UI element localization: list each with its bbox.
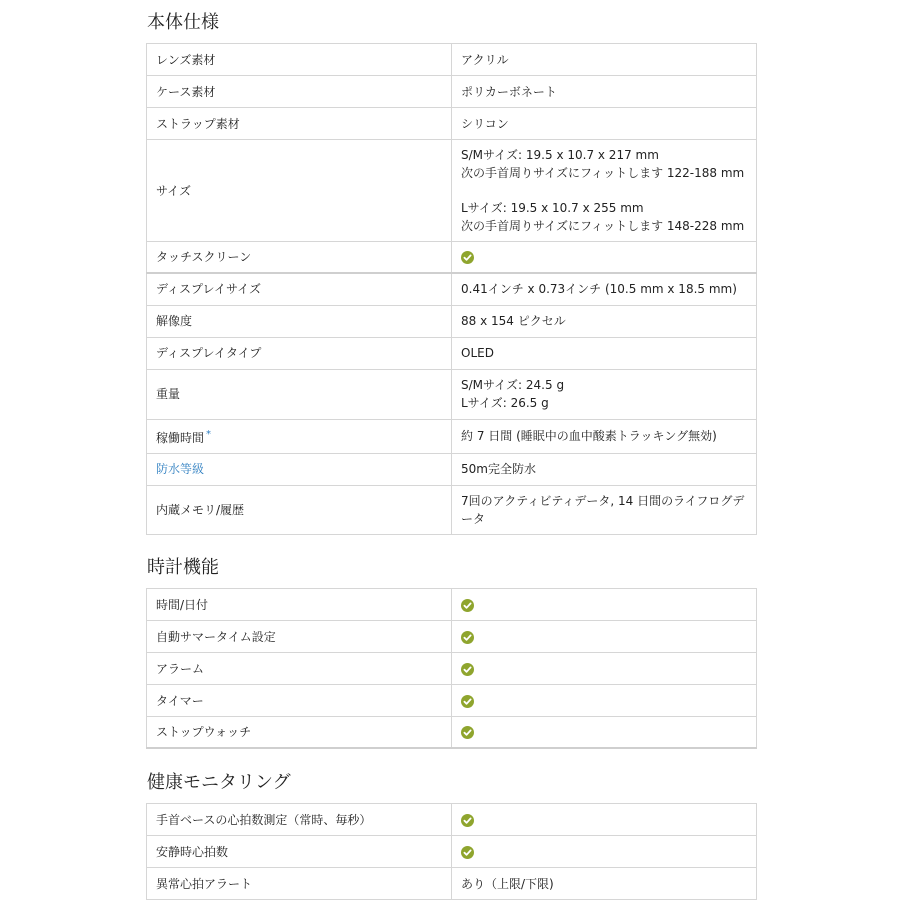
table-row [147,44,757,76]
value-text: S/Mサイズ: 24.5 g [461,378,565,392]
value-text: 次の手首周りサイズにフィットします 122-188 mm [461,166,745,180]
value-text: OLED [461,346,494,360]
check-circle-icon [461,726,474,739]
row-label: タッチスクリーン [147,242,452,274]
footnote-star-link[interactable]: * [206,428,212,440]
row-value [452,140,757,242]
row-value [452,804,757,836]
value-text: 約 7 日間 (睡眠中の血中酸素トラッキング無効) [461,429,717,443]
row-label-text: 稼働時間 [156,430,205,445]
row-value [452,485,757,534]
row-value [452,76,757,108]
table-row [147,369,757,419]
row-value [452,369,757,419]
value-text: Lサイズ: 26.5 g [461,396,549,410]
table-row [147,685,757,717]
table-row [147,621,757,653]
row-value [452,337,757,369]
table-row [147,653,757,685]
check-circle-icon [461,663,474,676]
row-label: ストップウォッチ [147,717,452,749]
check-circle-icon [461,814,474,827]
row-label: 異常心拍アラート [147,868,452,900]
value-text: あり（上限/下限) [461,876,554,891]
table-row [147,76,757,108]
spec-table-health [146,803,757,900]
value-text: アクリル [461,52,509,67]
check-circle-icon [461,599,474,612]
check-circle-icon [461,631,474,644]
row-label: ディスプレイサイズ [147,273,452,305]
section-title-body-spec: 本体仕様 [147,12,219,33]
row-label [147,419,452,453]
water-rating-link[interactable]: 防水等級 [156,462,205,476]
table-row [147,868,757,900]
check-circle-icon [461,251,474,264]
value-gap [461,182,747,199]
row-label: タイマー [147,685,452,717]
row-label: 内蔵メモリ/履歴 [147,485,452,534]
value-text: Lサイズ: 19.5 x 10.7 x 255 mm [461,201,644,215]
row-value [452,589,757,621]
row-value [452,273,757,305]
value-text: 0.41インチ x 0.73インチ (10.5 mm x 18.5 mm) [461,282,737,297]
spec-table-watch [146,588,757,749]
row-label: アラーム [147,653,452,685]
value-text: 88 x 154 ピクセル [461,314,566,328]
row-label: 解像度 [147,305,452,337]
row-label [147,453,452,485]
row-value [452,868,757,900]
row-label: ストラップ素材 [147,108,452,140]
table-row [147,108,757,140]
row-value [452,685,757,717]
spec-table-body [146,43,757,535]
value-text: 次の手首周りサイズにフィットします 148-228 mm [461,219,745,233]
row-label: 自動サマータイム設定 [147,621,452,653]
section-title-watch-features: 時計機能 [147,557,219,578]
row-label: 重量 [147,369,452,419]
table-row [147,717,757,749]
row-label: レンズ素材 [147,44,452,76]
table-row [147,337,757,369]
row-value [452,305,757,337]
section-title-health: 健康モニタリング [147,772,291,793]
table-row [147,242,757,274]
row-label: 時間/日付 [147,589,452,621]
value-text: 50m完全防水 [461,462,536,476]
table-row [147,836,757,868]
row-value [452,44,757,76]
row-value [452,653,757,685]
check-circle-icon [461,846,474,859]
table-row [147,453,757,485]
row-value [452,453,757,485]
value-text: ポリカーボネート [461,84,557,99]
row-value [452,419,757,453]
row-label: 手首ベースの心拍数測定（常時、毎秒） [147,804,452,836]
table-row [147,273,757,305]
table-row [147,589,757,621]
table-row [147,419,757,453]
value-text: 7回のアクティビティデータ, 14 日間のライフログデータ [461,493,745,526]
check-circle-icon [461,695,474,708]
row-value [452,108,757,140]
table-row [147,305,757,337]
row-label: サイズ [147,140,452,242]
row-label: ディスプレイタイプ [147,337,452,369]
row-label: ケース素材 [147,76,452,108]
table-row [147,140,757,242]
row-value [452,621,757,653]
value-text: S/Mサイズ: 19.5 x 10.7 x 217 mm [461,148,659,162]
row-value [452,836,757,868]
table-row [147,485,757,534]
table-row [147,804,757,836]
row-value [452,717,757,749]
value-text: シリコン [461,116,509,131]
row-label: 安静時心拍数 [147,836,452,868]
row-value [452,242,757,274]
